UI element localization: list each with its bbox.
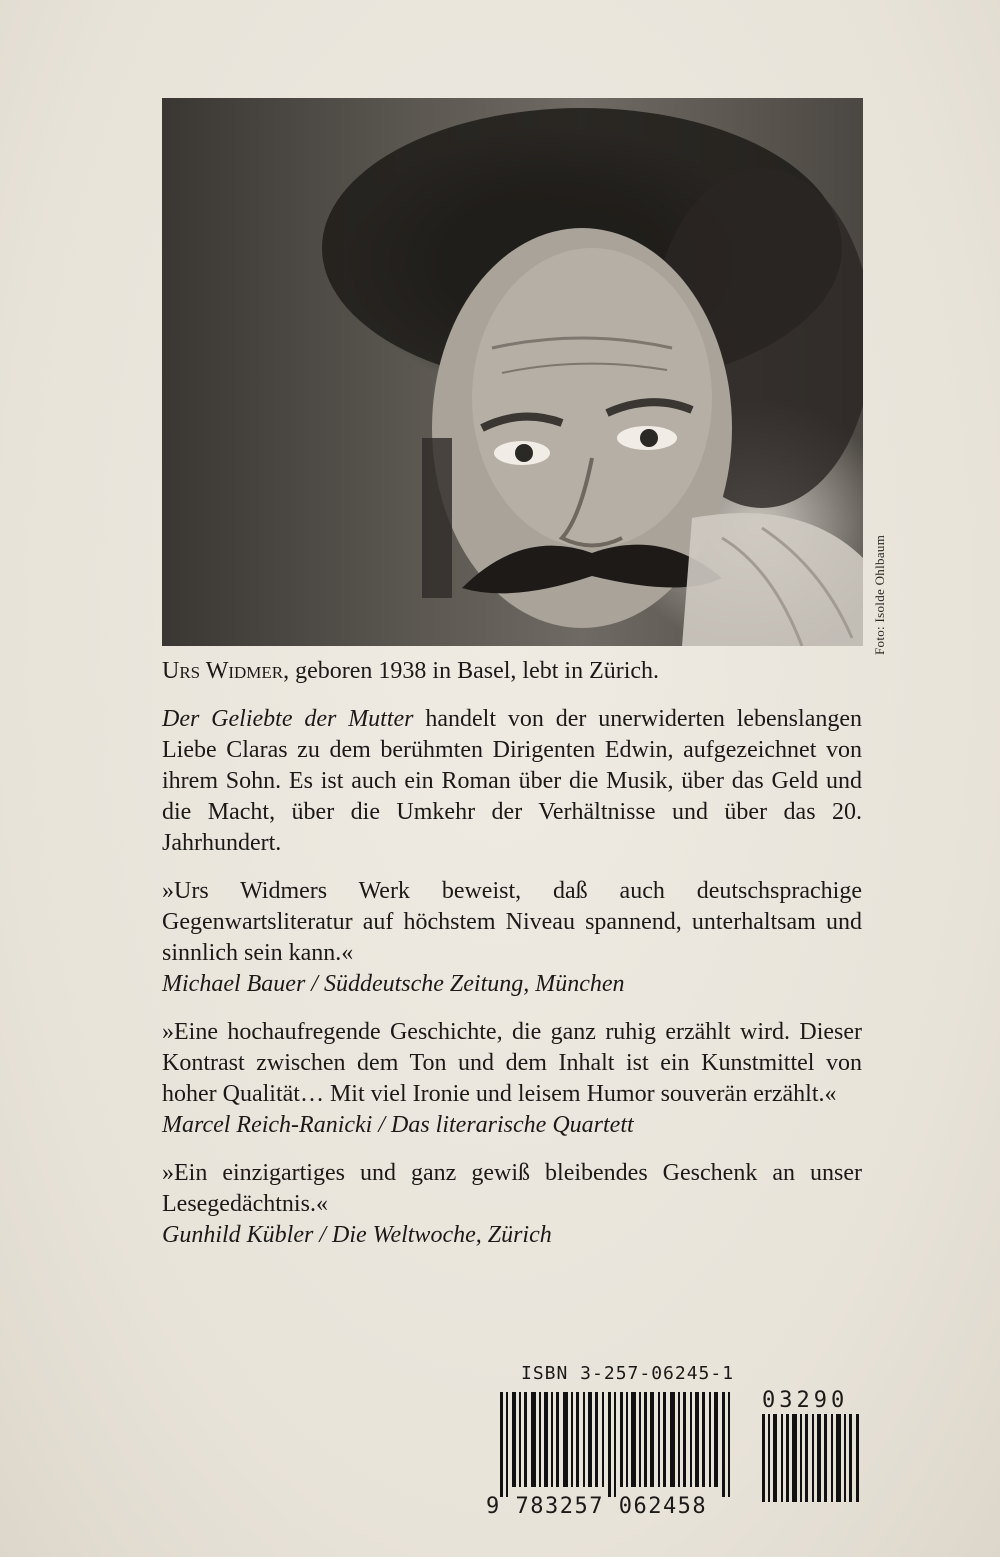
photo-credit: Foto: Isolde Ohlbaum: [872, 534, 887, 655]
author-name: Urs Widmer: [162, 658, 284, 684]
review-quote: [162, 1158, 862, 1251]
book-title: Der Geliebte der Mutter: [162, 706, 414, 732]
isbn-label: ISBN 3-257-06245-1: [521, 1363, 735, 1384]
ean-barcode: [498, 1392, 738, 1497]
addon-barcode: [762, 1414, 862, 1502]
ean-digits: 9 783257 062458: [486, 1494, 708, 1519]
book-summary-text: handelt von der unerwiderten lebenslangen Liebe Claras zu dem berühmten Dirigenten Edwin, aufgezeichnet von ihrem Sohn. Es ist auch ein Roman über die Musik, über das Geld und die Macht, über die Umkehr der Verhältnisse und über das 20. Jahrhundert.: [162, 706, 862, 856]
review-quote: [162, 876, 862, 1000]
portrait-illustration: [162, 98, 863, 646]
author-portrait-photo: [162, 98, 863, 646]
back-cover-text: [162, 656, 862, 1268]
quote-attribution: Marcel Reich-Ranicki / Das literarische Quartett: [162, 1112, 634, 1138]
author-bio-text: , geboren 1938 in Basel, lebt in Zürich.: [283, 658, 660, 684]
quote-attribution: Gunhild Kübler / Die Weltwoche, Zürich: [162, 1222, 552, 1248]
quote-text: »Urs Widmers Werk beweist, daß auch deutschsprachige Gegenwartsliteratur auf höchstem Niveau spannend, unterhaltsam und sinnlich sein kann.«: [162, 878, 862, 966]
book-summary: [162, 704, 862, 859]
review-quote: [162, 1017, 862, 1141]
quote-text: »Ein einzigartiges und ganz gewiß bleibendes Geschenk an unser Lesegedächtnis.«: [162, 1160, 862, 1217]
barcode-addon-digits: 03290: [762, 1388, 849, 1413]
author-bio: [162, 656, 862, 687]
quote-attribution: Michael Bauer / Süddeutsche Zeitung, München: [162, 971, 625, 997]
quote-text: »Eine hochaufregende Geschichte, die ganz ruhig erzählt wird. Dieser Kontrast zwischen dem Ton und dem Inhalt ist ein Kunstmittel von hoher Qualität… Mit viel Ironie und leisem Humor souverän erzählt.«: [162, 1019, 862, 1107]
